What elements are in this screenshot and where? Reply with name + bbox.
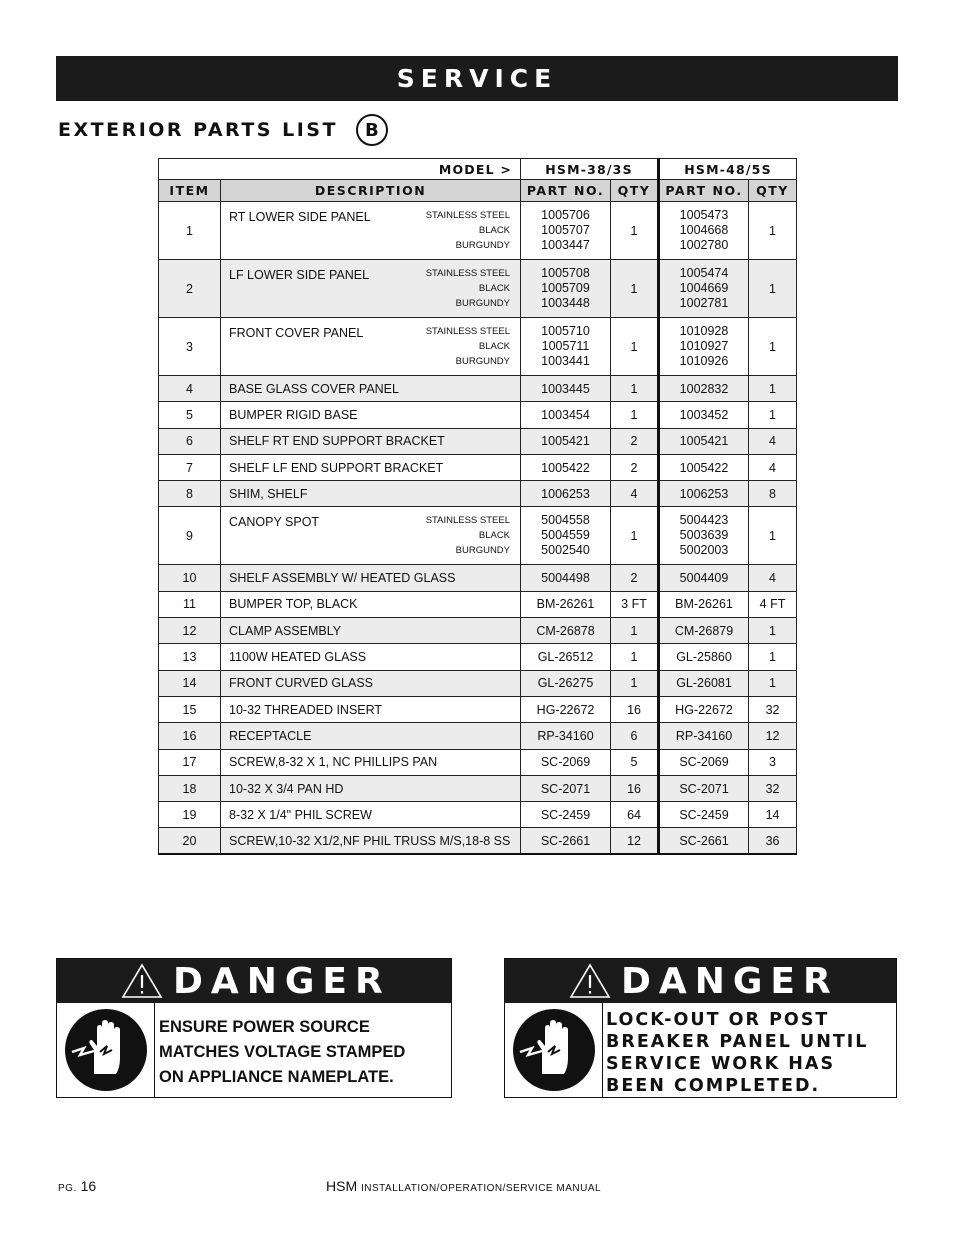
table-row: [159, 723, 797, 749]
col-part-no-1: PART NO.: [521, 180, 611, 202]
page-number: [58, 1178, 96, 1194]
finish-label: BURGUNDY: [455, 545, 511, 557]
table-row: [159, 507, 797, 565]
finish-label: BLACK: [478, 283, 511, 294]
item-number: 13: [159, 644, 221, 670]
quantity: 1: [611, 260, 659, 318]
part-number: SC-2069: [521, 749, 611, 775]
quantity: 1: [611, 670, 659, 696]
quantity: 36: [749, 828, 797, 854]
description-text: CANOPY SPOT: [229, 515, 320, 530]
quantity: 4: [749, 454, 797, 480]
part-number-line: 1005706: [541, 208, 590, 222]
quantity: 1: [749, 644, 797, 670]
part-number-line: 5004423: [679, 513, 729, 528]
part-number-line: 1004668: [679, 223, 729, 237]
description: 10-32 THREADED INSERT: [221, 696, 521, 722]
table-row: [159, 318, 797, 376]
quantity: 32: [749, 775, 797, 801]
item-number: 5: [159, 402, 221, 428]
hand-shock-icon: [505, 1003, 603, 1097]
table-row: [159, 376, 797, 402]
col-part-no-2: PART NO.: [659, 180, 749, 202]
part-number: BM-26261: [521, 591, 611, 617]
table-row: [159, 591, 797, 617]
table-row: [159, 644, 797, 670]
description-text: FRONT COVER PANEL: [229, 326, 364, 340]
part-number: SC-2071: [521, 775, 611, 801]
part-number: SC-2069: [659, 749, 749, 775]
table-row: [159, 802, 797, 828]
danger-header: [57, 959, 451, 1003]
part-number: 1006253: [521, 481, 611, 507]
danger-header: [505, 959, 896, 1003]
part-number-line: 1005710: [541, 324, 590, 338]
item-number: 17: [159, 749, 221, 775]
quantity: 1: [749, 402, 797, 428]
quantity: 4: [749, 428, 797, 454]
part-number-line: 1005474: [679, 266, 729, 280]
item-number: 18: [159, 775, 221, 801]
part-number: 1005422: [521, 454, 611, 480]
description: CLAMP ASSEMBLY: [221, 618, 521, 644]
quantity: 6: [611, 723, 659, 749]
quantity: 1: [611, 644, 659, 670]
part-number: [659, 318, 749, 376]
part-number-line: 1010927: [679, 339, 729, 353]
part-number: SC-2661: [521, 828, 611, 854]
finish-label: STAINLESS STEEL: [425, 268, 511, 279]
section-heading: [58, 114, 388, 146]
manual-model: HSM: [326, 1178, 358, 1194]
service-header: SERVICE: [56, 56, 898, 101]
table-row: [159, 670, 797, 696]
part-number: SC-2071: [659, 775, 749, 801]
finish-label: STAINLESS STEEL: [425, 210, 511, 221]
table-row: [159, 696, 797, 722]
page-number-value: 16: [80, 1178, 97, 1194]
item-number: 7: [159, 454, 221, 480]
finish-list: [426, 324, 520, 369]
col-qty-1: QTY: [611, 180, 659, 202]
part-number: [659, 202, 749, 260]
description: [221, 318, 521, 376]
danger-message-line: BREAKER PANEL UNTIL: [606, 1032, 869, 1052]
quantity: 1: [611, 376, 659, 402]
description: 1100W HEATED GLASS: [221, 644, 521, 670]
item-number: 20: [159, 828, 221, 854]
table-row: [159, 260, 797, 318]
finish-label: BLACK: [478, 225, 511, 236]
quantity: 14: [749, 802, 797, 828]
table-row: [159, 202, 797, 260]
part-number: [521, 260, 611, 318]
part-number: [521, 318, 611, 376]
description: 10-32 X 3/4 PAN HD: [221, 775, 521, 801]
item-number: 4: [159, 376, 221, 402]
finish-label: BURGUNDY: [455, 240, 511, 251]
quantity: 64: [611, 802, 659, 828]
description: [221, 507, 521, 565]
danger-title: DANGER: [173, 960, 391, 1002]
table-row: [159, 775, 797, 801]
quantity: 16: [611, 696, 659, 722]
danger-message-line: LOCK-OUT OR POST: [606, 1010, 830, 1030]
part-number: [659, 260, 749, 318]
item-number: 6: [159, 428, 221, 454]
finish-list: [426, 513, 520, 558]
part-number: [521, 507, 611, 565]
part-number: BM-26261: [659, 591, 749, 617]
part-number: 5004498: [521, 565, 611, 591]
part-number-line: 1002780: [679, 238, 729, 252]
part-number: 1005422: [659, 454, 749, 480]
description: SHIM, SHELF: [221, 481, 521, 507]
quantity: 4: [749, 565, 797, 591]
item-number: 10: [159, 565, 221, 591]
quantity: 1: [611, 507, 659, 565]
quantity: 1: [749, 618, 797, 644]
part-number: SC-2459: [521, 802, 611, 828]
part-number-line: 1003448: [541, 296, 590, 310]
section-badge: B: [356, 114, 388, 146]
quantity: 1: [611, 402, 659, 428]
description-text: RT LOWER SIDE PANEL: [229, 210, 371, 224]
quantity: 1: [611, 618, 659, 644]
quantity: 16: [611, 775, 659, 801]
part-number-line: 1002781: [679, 296, 729, 310]
part-number: 1006253: [659, 481, 749, 507]
part-number-line: 5002003: [679, 543, 729, 558]
item-number: 9: [159, 507, 221, 565]
part-number: 5004409: [659, 565, 749, 591]
quantity: 1: [749, 318, 797, 376]
quantity: 3: [749, 749, 797, 775]
part-number-line: 5004558: [541, 513, 590, 528]
part-number: 1003445: [521, 376, 611, 402]
description: [221, 202, 521, 260]
item-number: 19: [159, 802, 221, 828]
quantity: 2: [611, 428, 659, 454]
part-number-line: 1003447: [541, 238, 590, 252]
item-number: 12: [159, 618, 221, 644]
quantity: 1: [749, 670, 797, 696]
danger-message-line: ON APPLIANCE NAMEPLATE.: [159, 1068, 394, 1086]
table-row: [159, 402, 797, 428]
model-1: HSM-38/3S: [521, 159, 659, 180]
part-number: 1005421: [659, 428, 749, 454]
part-number: RP-34160: [659, 723, 749, 749]
finish-label: BLACK: [478, 341, 511, 352]
part-number: RP-34160: [521, 723, 611, 749]
parts-table: [158, 158, 797, 855]
danger-message: [155, 1003, 405, 1097]
danger-title: DANGER: [621, 960, 839, 1002]
part-number: CM-26878: [521, 618, 611, 644]
part-number-line: 5003639: [679, 528, 729, 543]
quantity: 1: [749, 507, 797, 565]
item-number: 15: [159, 696, 221, 722]
table-row: [159, 454, 797, 480]
quantity: 12: [749, 723, 797, 749]
part-number: GL-26275: [521, 670, 611, 696]
part-number-line: 1005473: [679, 208, 729, 222]
quantity: 2: [611, 454, 659, 480]
danger-message-line: SERVICE WORK HAS: [606, 1054, 836, 1074]
quantity: 5: [611, 749, 659, 775]
danger-message: [603, 1003, 868, 1097]
col-qty-2: QTY: [749, 180, 797, 202]
quantity: 1: [749, 260, 797, 318]
part-number: HG-22672: [521, 696, 611, 722]
item-number: 3: [159, 318, 221, 376]
danger-message-line: MATCHES VOLTAGE STAMPED: [159, 1043, 406, 1061]
part-number-line: 1010926: [679, 354, 729, 368]
table-row: [159, 828, 797, 854]
model-2: HSM-48/5S: [659, 159, 797, 180]
table-row: [159, 428, 797, 454]
table-row: [159, 565, 797, 591]
part-number: 1003454: [521, 402, 611, 428]
description: [221, 260, 521, 318]
section-title: EXTERIOR PARTS LIST: [58, 119, 338, 141]
part-number-line: 1010928: [679, 324, 729, 338]
column-header-row: [159, 180, 797, 202]
part-number: GL-26081: [659, 670, 749, 696]
quantity: 4 FT: [749, 591, 797, 617]
description: BUMPER TOP, BLACK: [221, 591, 521, 617]
part-number-line: 1004669: [679, 281, 729, 295]
col-item: ITEM: [159, 180, 221, 202]
quantity: 1: [611, 202, 659, 260]
description: FRONT CURVED GLASS: [221, 670, 521, 696]
part-number-line: 5004559: [541, 528, 590, 543]
model-header-row: [159, 159, 797, 180]
warning-triangle-icon: [569, 963, 611, 999]
description: BUMPER RIGID BASE: [221, 402, 521, 428]
danger-message-line: ENSURE POWER SOURCE: [159, 1018, 370, 1036]
danger-box-lockout: [504, 958, 897, 1098]
danger-message-line: BEEN COMPLETED.: [606, 1076, 821, 1096]
item-number: 16: [159, 723, 221, 749]
description: 8-32 X 1/4" PHIL SCREW: [221, 802, 521, 828]
part-number-line: 1005709: [541, 281, 590, 295]
item-number: 11: [159, 591, 221, 617]
quantity: 1: [611, 318, 659, 376]
finish-list: [426, 208, 520, 253]
danger-box-voltage: [56, 958, 452, 1098]
finish-list: [426, 266, 520, 311]
item-number: 1: [159, 202, 221, 260]
quantity: 2: [611, 565, 659, 591]
finish-label: STAINLESS STEEL: [425, 326, 511, 337]
part-number: CM-26879: [659, 618, 749, 644]
quantity: 32: [749, 696, 797, 722]
part-number: 1002832: [659, 376, 749, 402]
item-number: 8: [159, 481, 221, 507]
description: SHELF ASSEMBLY W/ HEATED GLASS: [221, 565, 521, 591]
finish-label: STAINLESS STEEL: [425, 515, 511, 527]
finish-label: BURGUNDY: [455, 356, 511, 367]
manual-title-text: INSTALLATION/OPERATION/SERVICE MANUAL: [361, 1183, 602, 1194]
description: SCREW,10-32 X1/2,NF PHIL TRUSS M/S,18-8 SS: [221, 828, 521, 854]
finish-label: BURGUNDY: [455, 298, 511, 309]
part-number-line: 1003441: [541, 354, 590, 368]
part-number: HG-22672: [659, 696, 749, 722]
finish-label: BLACK: [478, 530, 511, 542]
model-label: MODEL >: [159, 159, 521, 180]
item-number: 14: [159, 670, 221, 696]
table-row: [159, 749, 797, 775]
part-number: SC-2459: [659, 802, 749, 828]
hand-shock-icon: [57, 1003, 155, 1097]
part-number: 1003452: [659, 402, 749, 428]
col-description: DESCRIPTION: [221, 180, 521, 202]
part-number: SC-2661: [659, 828, 749, 854]
description: RECEPTACLE: [221, 723, 521, 749]
quantity: 4: [611, 481, 659, 507]
part-number: [521, 202, 611, 260]
quantity: 8: [749, 481, 797, 507]
warning-triangle-icon: [121, 963, 163, 999]
part-number-line: 1005708: [541, 266, 590, 280]
manual-title: [326, 1178, 601, 1194]
page-prefix: PG.: [58, 1183, 77, 1194]
table-row: [159, 481, 797, 507]
description: SCREW,8-32 X 1, NC PHILLIPS PAN: [221, 749, 521, 775]
quantity: 1: [749, 202, 797, 260]
part-number: GL-26512: [521, 644, 611, 670]
description: SHELF LF END SUPPORT BRACKET: [221, 454, 521, 480]
quantity: 12: [611, 828, 659, 854]
description: BASE GLASS COVER PANEL: [221, 376, 521, 402]
part-number-line: 1005707: [541, 223, 590, 237]
quantity: 1: [749, 376, 797, 402]
item-number: 2: [159, 260, 221, 318]
part-number: [659, 507, 749, 565]
description-text: LF LOWER SIDE PANEL: [229, 268, 370, 282]
table-row: [159, 618, 797, 644]
part-number: GL-25860: [659, 644, 749, 670]
description: SHELF RT END SUPPORT BRACKET: [221, 428, 521, 454]
part-number-line: 1005711: [541, 339, 590, 353]
quantity: 3 FT: [611, 591, 659, 617]
part-number-line: 5002540: [541, 543, 590, 558]
part-number: 1005421: [521, 428, 611, 454]
